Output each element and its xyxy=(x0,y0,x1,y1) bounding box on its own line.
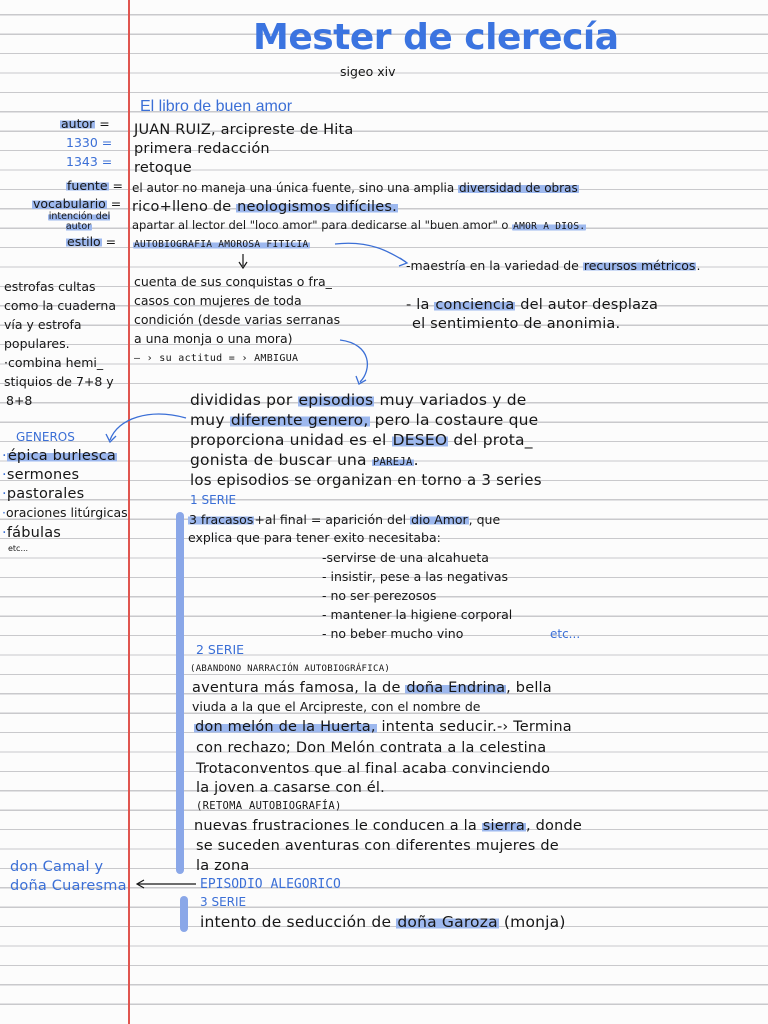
estrofa-line-4: populares. xyxy=(4,336,70,351)
year-1330-label: 1330 = xyxy=(66,135,113,150)
autor-label: autor = xyxy=(61,116,110,131)
episodios-line-2: muy diferente genero, pero la costaure que xyxy=(190,411,539,429)
genero-item-etc: etc... xyxy=(8,544,29,553)
year-1330-value: primera redacción xyxy=(134,141,270,157)
serie-1-item-4: - mantener la higiene corporal xyxy=(322,607,513,622)
genero-item-2: ·sermones xyxy=(2,467,80,483)
estilo-label: estilo = xyxy=(67,234,117,249)
estrofa-line-2: como la cuaderna xyxy=(4,298,117,313)
estrofa-line-7: 8+8 xyxy=(6,393,33,408)
year-1343-label: 1343 = xyxy=(66,154,113,169)
fuente-value: el autor no maneja una única fuente, sino una amplia diversidad de obras xyxy=(132,181,578,195)
alegoria-line-1: don Camal y xyxy=(10,859,104,875)
serie-1-item-5: - no beber mucho vino xyxy=(322,626,464,641)
serie-3-label: 3 SERIE xyxy=(200,895,247,909)
episodios-line-1: divididas por episodios muy variados y de xyxy=(190,391,527,409)
serie-1-line-2: explica que para tener exito necesitaba: xyxy=(188,530,441,545)
anonimia-line: el sentimiento de anonimia. xyxy=(412,316,621,332)
serie-2-line-2: viuda a la que el Arcipreste, con el nombre de xyxy=(192,699,481,714)
estrofa-line-3: vía y estrofa xyxy=(4,317,82,332)
fuente-label: fuente = xyxy=(67,178,123,193)
serie-2-line-9: la zona xyxy=(196,858,250,874)
maestria-line-1: -maestría en la variedad de recursos métricos. xyxy=(406,258,701,273)
genero-item-5: ·fábulas xyxy=(2,525,62,541)
serie-2-line-3: don melón de la Huerta, intenta seducir.-› Termina xyxy=(195,719,572,735)
serie-1-item-3: - no ser perezosos xyxy=(322,588,437,603)
serie-2-line-4: con rechazo; Don Melón contrata a la celestina xyxy=(196,740,547,756)
century-subtitle: sigeo xiv xyxy=(340,64,396,79)
page-title: Mester de clerecía xyxy=(253,17,619,58)
conciencia-line: - la conciencia del autor desplaza xyxy=(406,297,659,313)
serie-1-item-1: -servirse de una alcahueta xyxy=(322,550,489,565)
actitud-line: — › su actitud = › AMBIGUA xyxy=(134,353,299,364)
episodios-line-4: gonista de buscar una PAREJA. xyxy=(190,451,419,469)
serie-3-line-1: intento de seducción de doña Garoza (monja) xyxy=(200,913,566,931)
serie-2-note: (ABANDONO NARRACIÓN AUTOBIOGRÁFICA) xyxy=(190,664,391,674)
estrofa-line-1: estrofas cultas xyxy=(4,279,96,294)
autor-value: JUAN RUIZ, arcipreste de Hita xyxy=(134,122,354,138)
serie-2-line-6: la joven a casarse con él. xyxy=(196,780,385,796)
serie-1-etc: etc... xyxy=(550,627,581,641)
serie-2-line-7: nuevas frustraciones le conducen a la sierra, donde xyxy=(194,818,583,834)
year-1343-value: retoque xyxy=(134,160,192,176)
alegoria-line-2: doña Cuaresma xyxy=(10,878,127,894)
intencion-value: apartar al lector del "loco amor" para dedicarse al "buen amor" o AMOR A DIOS. xyxy=(132,218,586,232)
serie-2-retoma: (RETOMA AUTOBIOGRAFÍA) xyxy=(196,800,342,812)
cuenta-line-4: a una monja o una mora) xyxy=(134,331,293,346)
estrofa-line-5: ·combina hemi_ xyxy=(4,355,104,370)
serie-2-line-1: aventura más famosa, la de doña Endrina, bella xyxy=(192,680,552,696)
estilo-value: AUTOBIOGRAFIA AMOROSA FITICIA xyxy=(134,239,309,250)
genero-item-1: ·épica burlesca xyxy=(2,448,116,464)
cuenta-line-2: casos con mujeres de toda xyxy=(134,293,302,308)
vocabulario-value: rico+lleno de neologismos difíciles. xyxy=(132,199,397,215)
vocabulario-label: vocabulario = xyxy=(33,196,122,211)
genero-item-3: ·pastorales xyxy=(2,486,85,502)
serie-1-item-2: - insistir, pese a las negativas xyxy=(322,569,509,584)
serie-2-line-5: Trotaconventos que al final acaba convinciendo xyxy=(196,761,551,777)
episodios-line-5: los episodios se organizan en torno a 3 series xyxy=(190,471,542,489)
generos-label: GENEROS xyxy=(16,430,75,444)
genero-item-4: ·oraciones litúrgicas xyxy=(2,505,128,520)
arrow-cuenta-to-episodios xyxy=(340,340,367,382)
cuenta-line-1: cuenta de sus conquistas o fra_ xyxy=(134,274,332,289)
arrow-episodios-to-generos xyxy=(110,414,186,440)
cuenta-line-3: condición (desde varias serranas xyxy=(134,312,341,327)
serie-1-line-1: 3 fracasos+al final = aparición del dio Amor, que xyxy=(189,512,501,527)
book-title: El libro de buen amor xyxy=(140,98,293,115)
episodio-alegorico-label: EPISODIO ALEGORICO xyxy=(200,877,341,892)
arrow-estilo-to-maestria xyxy=(335,243,406,262)
episodios-line-3: proporciona unidad es el DESEO del prota_ xyxy=(190,431,533,449)
serie-2-line-8: se suceden aventuras con diferentes mujeres de xyxy=(196,838,559,854)
serie-2-label: 2 SERIE xyxy=(196,642,245,657)
estrofa-line-6: stiquios de 7+8 y xyxy=(4,374,114,389)
intencion-label: intención del autor xyxy=(48,211,111,232)
serie-1-label: 1 SERIE xyxy=(190,493,237,507)
